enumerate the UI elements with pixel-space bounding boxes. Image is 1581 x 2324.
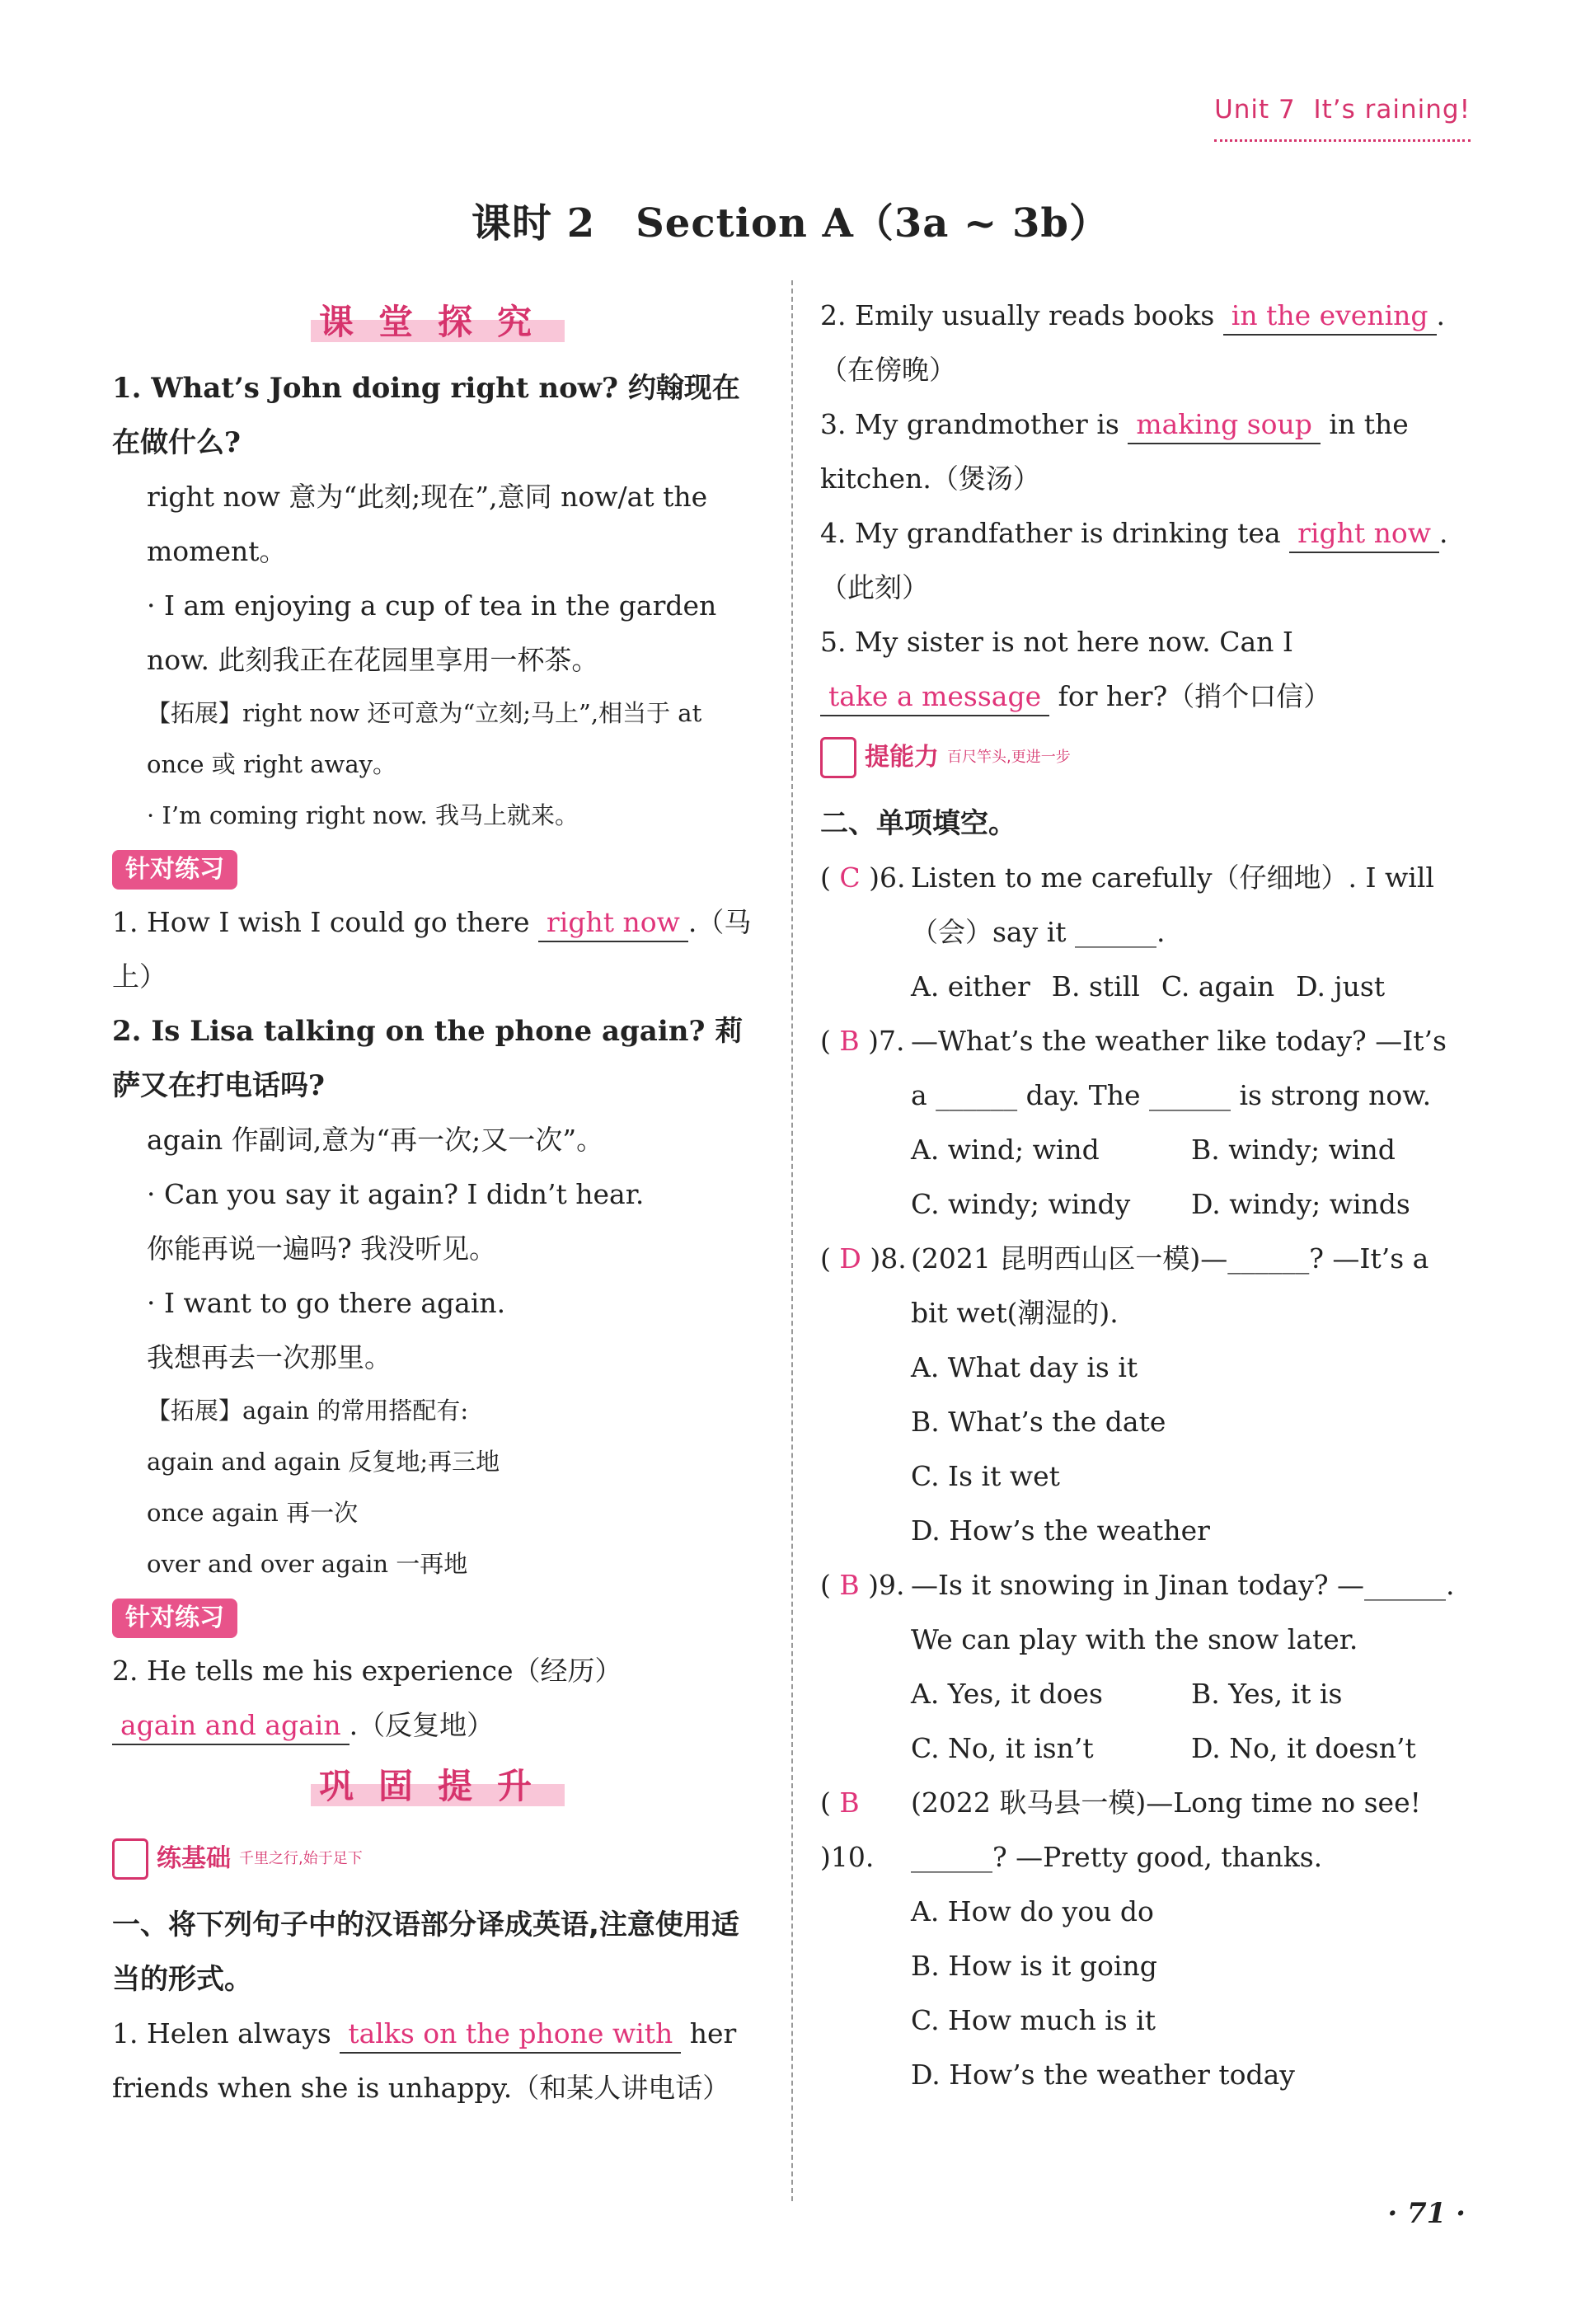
answer-paren: ( B )7.: [820, 1025, 905, 1057]
answer-blank: making soup: [1128, 406, 1321, 444]
option: B. How is it going: [911, 1950, 1157, 1982]
header-wave-decoration: [1214, 131, 1471, 142]
q2-extension: 【拓展】again 的常用搭配有:: [147, 1397, 469, 1425]
answer-paren: ( C )6.: [820, 862, 906, 894]
q1-extension-example: · I’m coming right now. 我马上就来。: [147, 801, 579, 829]
option: D. No, it doesn’t: [1191, 1732, 1416, 1764]
answer-blank: again and again: [112, 1707, 350, 1745]
options: [911, 1340, 1471, 1558]
answer-blank: right now: [538, 904, 688, 942]
chosen-answer: B: [839, 1025, 860, 1057]
section-1-heading: 一、将下列句子中的汉语部分译成英语,注意使用适当的形式。: [112, 1908, 739, 1996]
answer-blank: right now: [1289, 515, 1439, 553]
option: D. How’s the weather: [911, 1514, 1210, 1547]
q1-heading: 1. What’s John doing right now? 约翰现在在做什么?: [112, 372, 740, 459]
option: C. Is it wet: [911, 1460, 1060, 1492]
mc-question: [820, 1232, 1471, 1558]
options: [911, 960, 1471, 1014]
option: A. either: [911, 970, 1030, 1002]
mc-question: [820, 851, 1471, 1014]
sentence-4: 4. My grandfather is drinking tea right now .（此刻）: [820, 517, 1448, 603]
question-stem: —Is it snowing in Jinan today? —______. We can play with the snow later.: [911, 1569, 1455, 1655]
practice-2: 2. He tells me his experience（经历） again and again .（反复地）: [112, 1644, 763, 1753]
option: D. How’s the weather today: [911, 2059, 1295, 2091]
q1-example: · I am enjoying a cup of tea in the garden now. 此刻我正在花园里享用一杯茶。: [147, 589, 717, 676]
option: A. wind; wind: [911, 1134, 1100, 1166]
unit-title: It’s raining!: [1313, 95, 1471, 124]
question-stem: (2021 昆明西山区一模)—______? —It’s a bit wet(潮湿的).: [911, 1242, 1429, 1329]
banner-consolidate: 巩固提升: [112, 1759, 763, 1814]
option: D. windy; winds: [1191, 1188, 1410, 1220]
answer-blank: in the evening: [1223, 298, 1437, 336]
option: D. just: [1296, 970, 1386, 1002]
q1-extension: 【拓展】right now 还可意为“立刻;马上”,相当于 at once 或 right away。: [147, 699, 702, 778]
q2-heading: 2. Is Lisa talking on the phone again? 莉萨又在打电话吗?: [112, 1015, 744, 1102]
sentence-2: 2. Emily usually reads books in the evening .（在傍晚）: [820, 299, 1445, 386]
mc-question: [820, 1776, 1471, 2102]
practice-tag: 针对练习: [112, 1599, 237, 1638]
question-stem: (2022 耿马县一模)—Long time no see! ______? —Pretty good, thanks.: [911, 1786, 1421, 1873]
q2-ext-item: once again 再一次: [147, 1499, 359, 1527]
sentence-5: 5. My sister is not here now. Can I take a message for her?（捎个口信）: [820, 615, 1471, 724]
scroll-icon: [820, 737, 856, 778]
ability-tag: 提能力 百尺竿头,更进一步: [820, 730, 1071, 785]
answer-paren: ( D )8.: [820, 1242, 907, 1275]
sentence-1: 1. Helen always talks on the phone with her friends when she is unhappy.（和某人讲电话）: [112, 2017, 737, 2104]
option: C. again: [1161, 970, 1275, 1002]
q1-note: right now 意为“此刻;现在”,意同 now/at the moment。: [147, 481, 708, 567]
option: B. What’s the date: [911, 1406, 1166, 1438]
question-stem: —What’s the weather like today? —It’s a ______ day. The ______ is strong now.: [911, 1025, 1447, 1111]
option: A. What day is it: [911, 1351, 1138, 1383]
left-column: [112, 289, 763, 2115]
q2-example-1: · Can you say it again? I didn’t hear.: [147, 1178, 645, 1210]
sentence-3: 3. My grandmother is making soup in the kitchen.（煲汤）: [820, 408, 1409, 495]
right-column: [820, 289, 1471, 2102]
option: A. How do you do: [911, 1895, 1154, 1927]
chosen-answer: D: [839, 1242, 861, 1275]
q2-example-2-cn: 我想再去一次那里。: [147, 1341, 392, 1373]
answer-paren: ( B )10.: [820, 1786, 875, 1873]
lesson-title: 课时 2 Section A（3a ~ 3b）: [471, 200, 1110, 246]
q2-example-2: · I want to go there again.: [147, 1287, 506, 1319]
chosen-answer: C: [839, 862, 861, 894]
basic-practice-tag: 练基础 千里之行,始于足下: [112, 1832, 363, 1886]
answer-paren: ( B )9.: [820, 1569, 905, 1601]
answer-blank: talks on the phone with: [340, 2016, 681, 2054]
options: [911, 1885, 1471, 2102]
banner-classroom-inquiry: 课堂探究: [112, 295, 763, 350]
question-stem: Listen to me carefully（仔细地）. I will（会）say it ______.: [911, 862, 1434, 948]
option: B. Yes, it is: [1191, 1678, 1343, 1710]
q2-note: again 作副词,意为“再一次;又一次”。: [147, 1124, 604, 1156]
column-divider: [791, 280, 793, 2201]
chosen-answer: B: [839, 1786, 860, 1819]
section-2-heading: 二、单项填空。: [820, 807, 1016, 840]
answer-blank: take a message: [820, 678, 1049, 716]
mc-question: [820, 1558, 1471, 1776]
q2-example-1-cn: 你能再说一遍吗? 我没听见。: [147, 1232, 497, 1265]
option: C. No, it isn’t: [911, 1732, 1094, 1764]
q2-ext-item: over and over again 一再地: [147, 1550, 468, 1578]
option: C. How much is it: [911, 2004, 1156, 2036]
practice-1: 1. How I wish I could go there right now .（马上）: [112, 906, 752, 993]
unit-label: Unit 7: [1214, 95, 1296, 124]
options: [911, 1667, 1471, 1776]
option: B. still: [1051, 970, 1140, 1002]
pencil-note-icon: [112, 1838, 148, 1880]
options: [911, 1123, 1471, 1232]
option: B. windy; wind: [1191, 1134, 1396, 1166]
unit-header: [1214, 95, 1471, 142]
chosen-answer: B: [839, 1569, 860, 1601]
q2-ext-item: again and again 反复地;再三地: [147, 1448, 500, 1476]
option: C. windy; windy: [911, 1188, 1131, 1220]
page-number: · 71 ·: [1387, 2197, 1466, 2230]
practice-tag: 针对练习: [112, 850, 237, 890]
option: A. Yes, it does: [911, 1678, 1103, 1710]
multiple-choice-list: [820, 851, 1471, 2102]
mc-question: [820, 1014, 1471, 1232]
